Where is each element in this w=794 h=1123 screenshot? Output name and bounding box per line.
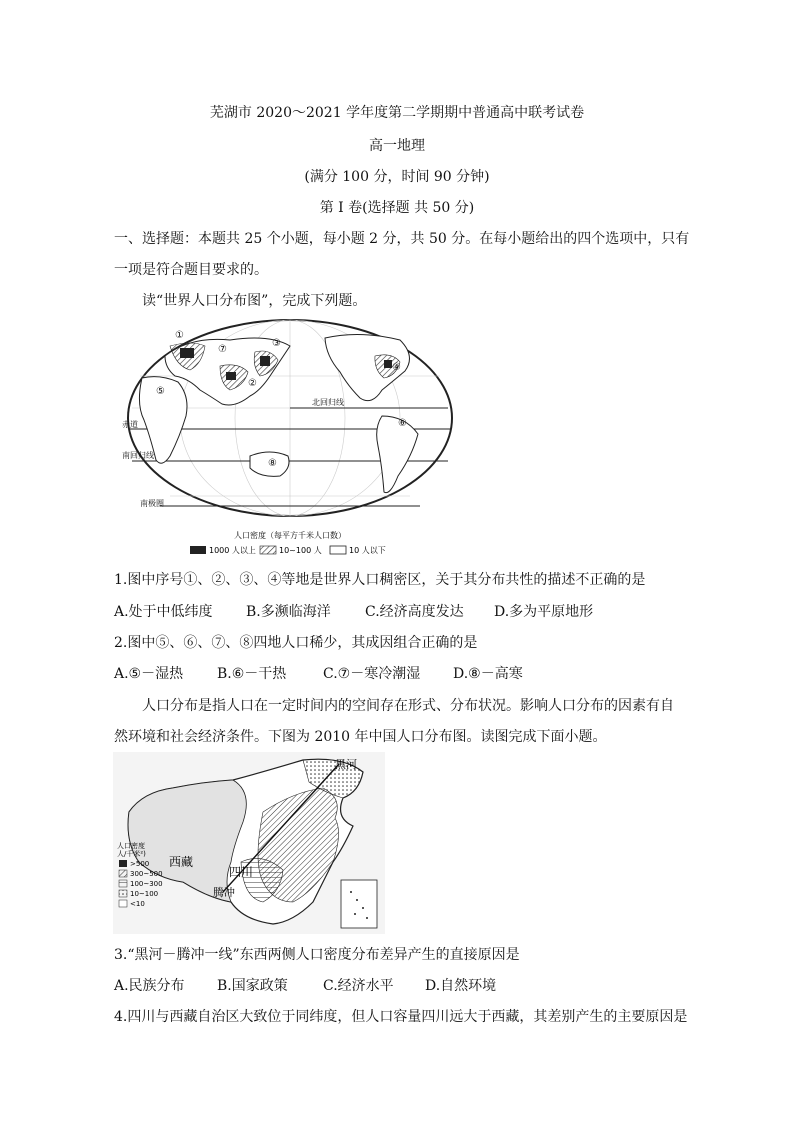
legend-label-sparse: 10 人以下 bbox=[349, 546, 386, 555]
legend-label-100-300: 100~300 bbox=[130, 880, 163, 888]
marker-6: ⑥ bbox=[398, 418, 407, 429]
q2-option-d: D.⑧－高寒 bbox=[453, 666, 523, 682]
instructions-line-1: 一、选择题：本题共 25 个小题，每小题 2 分，共 50 分。在每小题给出的四个选项中，只有 bbox=[114, 231, 690, 247]
legend-swatch-sparse bbox=[330, 546, 346, 554]
label-north-tropic: 北回归线 bbox=[312, 398, 344, 407]
label-sichuan: 四川 bbox=[229, 865, 254, 879]
world-population-map bbox=[120, 316, 460, 566]
q2-option-a: A.⑤－湿热 bbox=[114, 666, 184, 682]
marker-1: ① bbox=[175, 330, 184, 341]
dense-core-india bbox=[226, 372, 236, 380]
q2-option-b: B.⑥－干热 bbox=[217, 666, 287, 682]
q3-option-d: D.自然环境 bbox=[425, 978, 497, 994]
legend-label-10-100: 10~100 bbox=[130, 890, 159, 898]
label-antarctic-circle: 南极圈 bbox=[140, 499, 164, 508]
q1-option-a: A.处于中低纬度 bbox=[114, 604, 213, 620]
legend-swatch-300-500 bbox=[119, 870, 127, 877]
dense-core-usa bbox=[384, 360, 392, 368]
dense-core-europe bbox=[180, 348, 194, 358]
intro-china-map-line-1: 人口分布是指人口在一定时间内的空间存在形式、分布状况。影响人口分布的因素有自 bbox=[142, 698, 674, 714]
legend-title-1: 人口密度 bbox=[117, 842, 145, 850]
marker-5: ⑤ bbox=[156, 386, 165, 397]
legend-title-2: 人/千米²) bbox=[117, 850, 146, 858]
legend-title: 人口密度（每平方千米人口数） bbox=[234, 531, 346, 540]
subject-title: 高一地理 bbox=[369, 138, 425, 154]
marker-7: ⑦ bbox=[218, 344, 227, 355]
label-south-tropic: 南回归线 bbox=[122, 451, 154, 460]
china-population-map bbox=[113, 752, 385, 934]
q1-option-d: D.多为平原地形 bbox=[494, 604, 594, 620]
label-equator: 赤道 bbox=[122, 420, 138, 429]
q1-stem: 1.图中序号①、②、③、④等地是世界人口稠密区，关于其分布共性的描述不正确的是 bbox=[114, 572, 646, 588]
q1-option-c: C.经济高度发达 bbox=[365, 604, 464, 620]
south-china-sea-inset bbox=[341, 880, 377, 928]
q3-option-b: B.国家政策 bbox=[217, 978, 288, 994]
q4-stem: 4.四川与西藏自治区大致位于同纬度，但人口容量四川远大于西藏，其差别产生的主要原因是 bbox=[114, 1009, 688, 1025]
dense-core-china bbox=[260, 356, 270, 366]
legend-label-500plus: >500 bbox=[130, 860, 150, 868]
legend-label-medium: 10~100 人 bbox=[279, 546, 322, 555]
legend-swatch-100-300 bbox=[119, 880, 127, 887]
legend-swatch-dense bbox=[190, 546, 206, 554]
intro-china-map-line-2: 然环境和社会经济条件。下图为 2010 年中国人口分布图。读图完成下面小题。 bbox=[114, 729, 607, 745]
legend-swatch-10-100 bbox=[119, 890, 127, 897]
legend-swatch-below-10 bbox=[119, 900, 127, 907]
q2-option-c: C.⑦－寒冷潮湿 bbox=[323, 666, 421, 682]
q3-option-a: A.民族分布 bbox=[114, 978, 185, 994]
exam-meta: (满分 100 分，时间 90 分钟) bbox=[304, 169, 490, 185]
legend-swatch-500plus bbox=[119, 860, 127, 867]
marker-4: ④ bbox=[392, 362, 401, 373]
q3-stem: 3.“黑河－腾冲一线”东西两侧人口密度分布差异产生的直接原因是 bbox=[114, 947, 520, 963]
label-xizang: 西藏 bbox=[169, 855, 194, 869]
legend-label-300-500: 300~500 bbox=[130, 870, 163, 878]
q1-option-b: B.多濒临海洋 bbox=[246, 604, 331, 620]
marker-3: ③ bbox=[272, 338, 281, 349]
q3-option-c: C.经济水平 bbox=[323, 978, 394, 994]
marker-2: ② bbox=[248, 378, 257, 389]
legend-swatch-medium bbox=[260, 546, 276, 554]
label-tengchong: 腾冲 bbox=[213, 886, 235, 899]
section-title: 第 I 卷(选择题 共 50 分) bbox=[319, 200, 475, 216]
intro-world-map: 读“世界人口分布图”，完成下列题。 bbox=[142, 293, 367, 309]
instructions-line-2: 一项是符合题目要求的。 bbox=[114, 262, 268, 278]
label-heihe: 黑河 bbox=[335, 758, 357, 771]
marker-8: ⑧ bbox=[268, 458, 277, 469]
legend-label-dense: 1000 人以上 bbox=[209, 546, 256, 555]
exam-title: 芜湖市 2020～2021 学年度第二学期期中普通高中联考试卷 bbox=[209, 105, 585, 121]
q2-stem: 2.图中⑤、⑥、⑦、⑧四地人口稀少，其成因组合正确的是 bbox=[114, 635, 478, 651]
legend-label-below-10: <10 bbox=[130, 900, 145, 908]
